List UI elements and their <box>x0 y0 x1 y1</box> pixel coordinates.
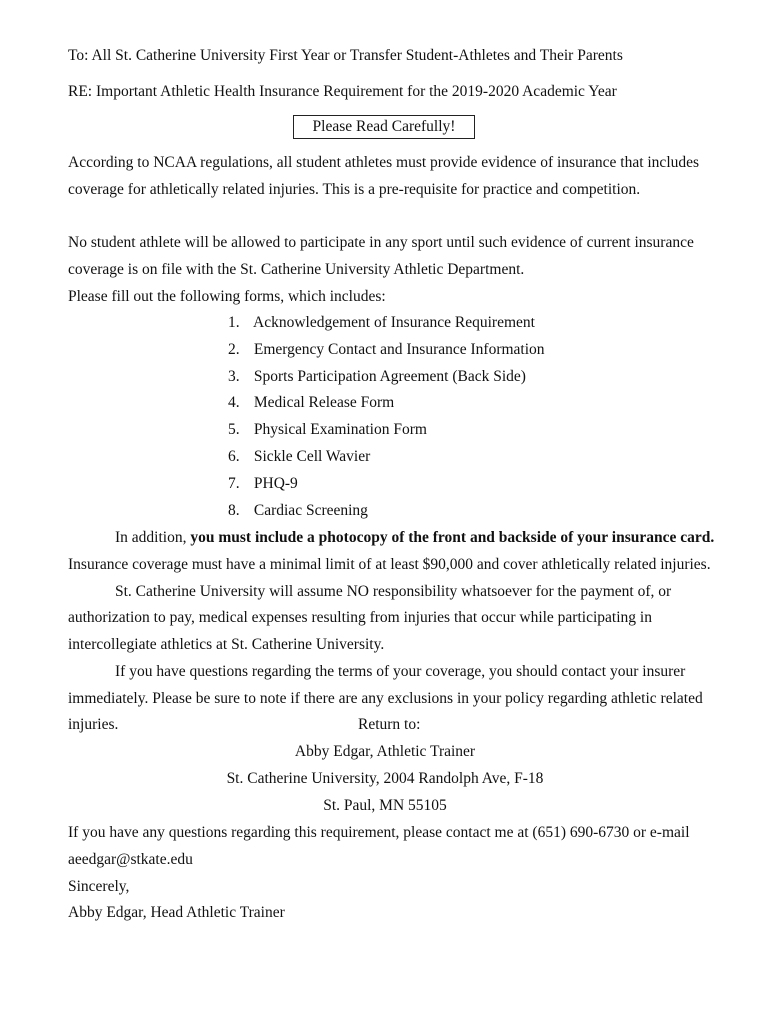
paragraph-line: intercollegiate athletics at St. Catherine University. <box>68 636 385 653</box>
forms-list <box>228 314 545 528</box>
paragraph-line: immediately. Please be sure to note if there are any exclusions in your policy regarding athletic related <box>68 690 703 707</box>
return-label: Return to: <box>358 716 421 733</box>
list-number: 8. <box>228 501 240 519</box>
paragraph-line: St. Catherine University will assume NO responsibility whatsoever for the payment of, or <box>115 583 672 600</box>
list-item <box>228 314 545 341</box>
contact-line: If you have any questions regarding this requirement, please contact me at (651) 690-6730 or e-mail <box>68 824 690 841</box>
addition-emphasis: you must include a photocopy of the front and backside of your insurance card. <box>190 529 715 546</box>
signature: Abby Edgar, Head Athletic Trainer <box>68 904 285 921</box>
list-label: Physical Examination Form <box>253 421 427 439</box>
paragraph-line: If you have questions regarding the terms of your coverage, you should contact your insurer <box>115 663 686 680</box>
list-number: 4. <box>228 394 240 412</box>
list-item <box>228 421 545 448</box>
paragraph-line: authorization to pay, medical expenses resulting from injuries that occur while participating in <box>68 609 652 626</box>
list-label: PHQ-9 <box>253 474 298 492</box>
list-item <box>228 448 545 475</box>
list-label: Cardiac Screening <box>253 501 368 519</box>
list-number: 7. <box>228 474 240 492</box>
list-label: Sickle Cell Wavier <box>253 447 371 465</box>
paragraph-line: According to NCAA regulations, all student athletes must provide evidence of insurance that includes <box>68 154 700 171</box>
return-address: St. Catherine University, 2004 Randolph Ave, F-18 <box>226 770 544 787</box>
to-line: To: All St. Catherine University First Year or Transfer Student-Athletes and Their Parents <box>68 47 623 64</box>
list-item <box>228 341 545 368</box>
email-link[interactable]: aeedgar@stkate.edu <box>68 851 193 868</box>
salutation: Sincerely, <box>68 878 130 895</box>
list-label: Acknowledgement of Insurance Requirement <box>253 314 535 331</box>
list-item <box>228 502 545 529</box>
notice-box: Please Read Carefully! <box>293 115 475 139</box>
addition-prefix: In addition, <box>115 529 191 546</box>
paragraph-line: coverage is on file with the St. Catherine University Athletic Department. <box>68 261 525 278</box>
re-line: RE: Important Athletic Health Insurance Requirement for the 2019-2020 Academic Year <box>68 83 617 100</box>
list-number: 3. <box>228 367 240 385</box>
list-label: Medical Release Form <box>253 394 395 412</box>
list-item <box>228 475 545 502</box>
paragraph-line: Insurance coverage must have a minimal limit of at least $90,000 and cover athletically related injuries. <box>68 556 711 573</box>
list-number: 1. <box>228 314 240 331</box>
paragraph-line: injuries. <box>68 716 119 733</box>
forms-intro: Please fill out the following forms, which includes: <box>68 288 386 305</box>
list-item <box>228 368 545 395</box>
list-number: 5. <box>228 421 240 439</box>
paragraph-line: coverage for athletically related injuries. This is a pre-requisite for practice and competition. <box>68 181 641 198</box>
list-number: 6. <box>228 447 240 465</box>
list-label: Sports Participation Agreement (Back Side) <box>253 367 526 385</box>
return-city: St. Paul, MN 55105 <box>323 797 447 814</box>
list-item <box>228 394 545 421</box>
list-label: Emergency Contact and Insurance Information <box>253 340 545 358</box>
list-number: 2. <box>228 340 240 358</box>
return-name: Abby Edgar, Athletic Trainer <box>294 743 476 760</box>
paragraph-line: No student athlete will be allowed to participate in any sport until such evidence of current insurance <box>68 234 694 251</box>
paragraph-line <box>115 529 714 547</box>
